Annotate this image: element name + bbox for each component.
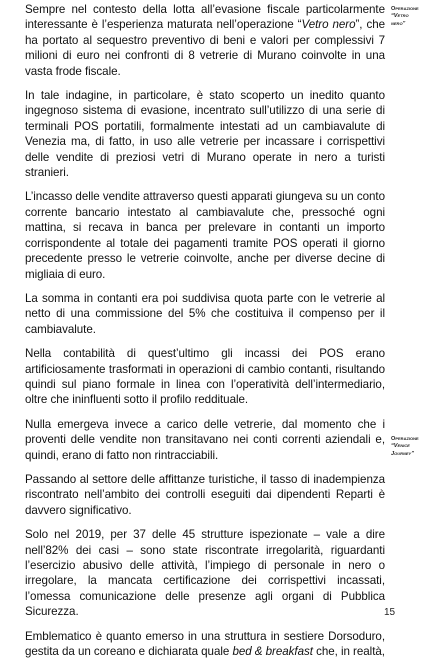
paragraph-dorsoduro [25,629,385,660]
paragraph-text: ”, che ha portato al sequestro preventivo di beni e valori per complessivi 7 milioni di euro nei confronti di 8 vetrerie di Murano coinvolte in una vasta frode fiscale. [25,18,385,78]
sidenote-name-line: Journey” [391,450,415,457]
paragraph-text: Emblematico è quanto emerso in una struttura in sestiere Dorsoduro, gestita da un coreano e dichiarata quale [25,629,385,659]
paragraph-pos-collection: L’incasso delle vendite attraverso questi apparati giungeva su un conto corrente bancario intestato al cambiavalute che, pressoché ogni mattina, si recava in banca per prelevare in contanti un importo corrispondente al totale dei pagamenti tramite POS operati il giorno precedente presso le vetrerie coinvolte, anche per diverse decine di migliaia di euro. [25,190,385,281]
paragraph-2019-inspections: Solo nel 2019, per 37 delle 45 strutture ispezionate – vale a dire nell’82% dei casi – sono state riscontrate irregolarità, riguardanti l’esercizio abusivo delle attività, l’impiego di personale in nero o irregolare, la mancata certificazione dei corrispettivi incassati, l’omessa comunicazione delle presenze agli organi di Pubblica Sicurezza. [25,528,385,619]
sidenote-venice-journey [391,436,443,458]
body-text [25,2,385,668]
sidenote-name-line: “Venice [391,443,410,450]
page-number: 15 [384,607,396,618]
operation-name-vetro-nero: Vetro nero [301,18,356,32]
sidenote-label: Operazione [391,6,419,12]
paragraph-untraceable: Nulla emergeva invece a carico delle vetrerie, dal momento che i proventi delle vendite non transitavano nei conti correnti aziendali e, quindi, erano di fatto non rintracciabili. [25,417,385,462]
sidenote-name-line: “Vetro [391,13,409,20]
italic-term: bed & breakfast [232,645,313,659]
paragraph-text: che, in realtà, [312,645,385,659]
paragraph-text: Sempre nel contesto della lotta all’evasione fiscale particolarmente interessante è l’esperienza maturata nell’operazione “ [25,3,385,32]
paragraph-accounting: Nella contabilità di quest’ultimo gli incassi dei POS erano artificiosamente trasformati in operazioni di cambio contanti, risultando quindi sul piano formale in linea con l’operatività dell’intermediario, oltre che ininfluenti sotto il profilo reddituale. [25,347,385,407]
paragraph-evasion-system: In tale indagine, in particolare, è stato scoperto un inedito quanto ingegnoso sistema di evasione, incentrato sull’utilizzo di una serie di terminali POS portatili, formalmente intestati ad un cambiavalute di Venezia ma, di fatto, in uso alle vetrerie per incassare i corrispettivi delle vendite di preziosi vetri di Murano operate in nero a turisti stranieri. [25,89,385,180]
sidenote-label: Operazione [391,436,419,442]
sidenote-name-line: nero” [391,20,406,27]
sidenote-vetro-nero [391,6,443,28]
paragraph-vetro-nero-intro [25,2,385,79]
paragraph-commission: La somma in contanti era poi suddivisa quota parte con le vetrerie al netto di una commissione del 5% che costituiva il compenso per il cambiavalute. [25,291,385,336]
paragraph-tourist-rentals: Passando al settore delle affittanze turistiche, il tasso di inadempienza riscontrato nell’ambito dei controlli eseguiti dai dipendenti Reparti è davvero significativo. [25,472,385,517]
